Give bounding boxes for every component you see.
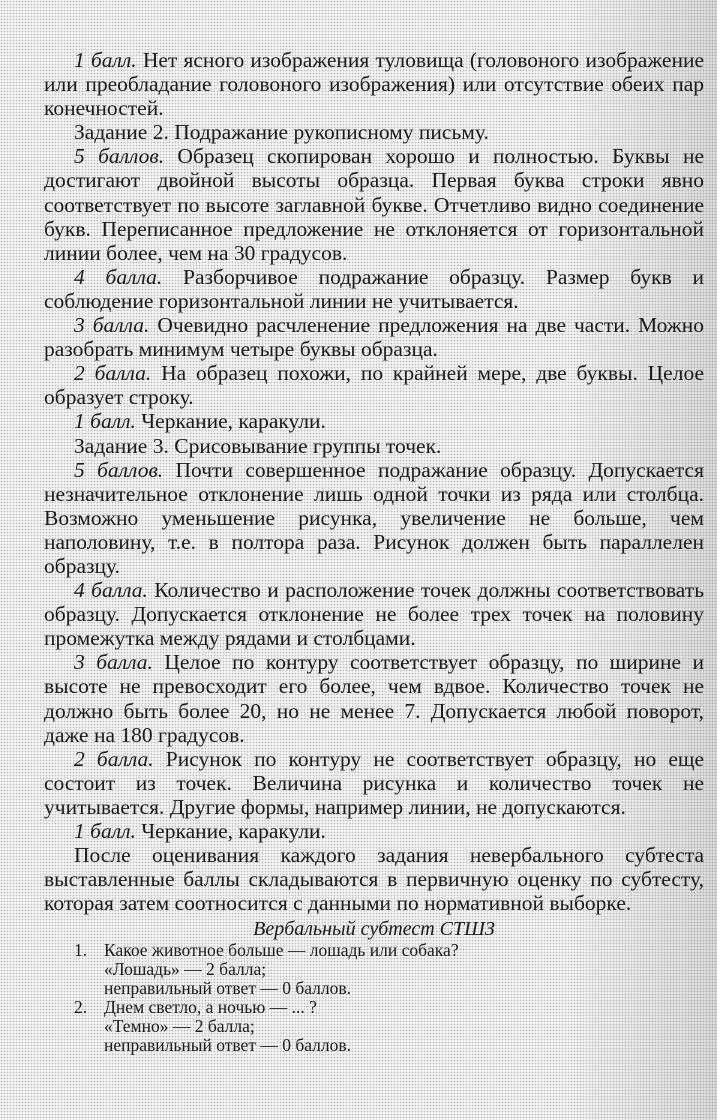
paragraph-text: Количество и расположение точек должны соответствовать образцу. Допускается отклонение не более трех точек на половину промежутка между рядами и столбцами. [44, 578, 704, 651]
score-label: 4 балла. [74, 264, 163, 289]
paragraph-text: Почти совершенное подражание образцу. Допускается незначительное отклонение лишь одной точки из ряда или столбца. Возможно уменьшение рисунка, увеличение не больше, чем наполовину, т.е. в полтора раза. Рисунок должен быть параллелен образцу. [44, 457, 704, 578]
task-title: Задание 3. Срисовывание группы точек. [74, 433, 442, 458]
question-text: Днем светло, а ночью — ... ? [104, 997, 317, 1018]
answer-score: «Лошадь» — 2 балла; [104, 959, 267, 980]
task-title: Задание 2. Подражание рукописному письму. [74, 120, 489, 145]
score-label: 5 баллов. [74, 457, 164, 482]
paragraph [44, 578, 704, 650]
paragraph-text: Очевидно расчленение предложения на две части. Можно разобрать минимум четыре буквы образца. [44, 313, 704, 362]
paragraph: После оценивания каждого задания невербального субтеста выставленные баллы складываются в первичную оценку по субтесту, которая затем соотносится с данными по нормативной выборке. [44, 843, 704, 916]
score-label: 5 баллов. [74, 144, 165, 169]
score-label: 1 балл. [74, 48, 137, 72]
list-item [44, 998, 704, 1055]
paragraph [44, 48, 704, 120]
paragraph [44, 265, 704, 313]
list-item [44, 941, 704, 998]
paragraph-text: На образец похожи, по крайней мере, две буквы. Целое образует строку. [44, 361, 705, 410]
paragraph-text: Рисунок по контуру не соответствует образцу, но еще состоит из точек. Величина рисунка и количество точек не учитывается. Другие формы, например линии, не допускаются. [44, 746, 704, 819]
paragraph [44, 819, 704, 843]
question-number: 1. [74, 940, 88, 961]
paragraph-text: Разборчивое подражание образцу. Размер букв и соблюдение горизонтальной линии не учитывается. [44, 264, 705, 313]
score-label: 1 балл. [74, 819, 136, 843]
score-label: 1 балл. [74, 409, 136, 434]
question-list [44, 941, 704, 1055]
answer-score: «Темно» — 2 балла; [104, 1016, 255, 1037]
section-heading: Вербальный субтест СТШЗ [253, 918, 495, 941]
question-number: 2. [74, 997, 88, 1018]
paragraph-text: Нет ясного изображения туловища (головоного изображение или преобладание головоного изображения) или отсутствие обеих пар конечностей. [44, 48, 704, 121]
paragraph [44, 409, 704, 433]
paragraph [44, 361, 704, 409]
paragraph-text: Черкание, каракули. [135, 819, 326, 843]
paragraph [44, 144, 704, 264]
score-label: 3 балла. [74, 313, 150, 338]
answer-score: неправильный ответ — 0 баллов. [104, 1035, 352, 1056]
score-label: 4 балла. [74, 578, 148, 603]
paragraph-text: Целое по контуру соответствует образцу, по ширине и высоте не превосходит его более, чем вдвое. Количество точек не должно быть более 20, но не менее 7. Допускается любой поворот, даже на 180 градусов. [44, 650, 704, 747]
question-text: Какое животное больше — лошадь или собака? [104, 940, 459, 961]
score-label: 3 балла. [74, 650, 153, 675]
paragraph [44, 747, 704, 819]
answer-score: неправильный ответ — 0 баллов. [104, 978, 352, 999]
paragraph-text: Образец скопирован хорошо и полностью. Буквы не достигают двойной высоты образца. Первая буква строки явно соответствует по высоте заглавной букве. Отчетливо видно соединение букв. Переписанное предложение не отклоняется от горизонтальной линии более, чем на 30 градусов. [44, 144, 704, 265]
score-label: 2 балла. [74, 361, 152, 386]
paragraph [44, 313, 704, 361]
paragraph-text: Черкание, каракули. [135, 409, 326, 434]
paragraph [44, 458, 704, 578]
document-page [44, 48, 704, 1055]
paragraph [44, 650, 704, 746]
score-label: 2 балла. [74, 746, 154, 771]
